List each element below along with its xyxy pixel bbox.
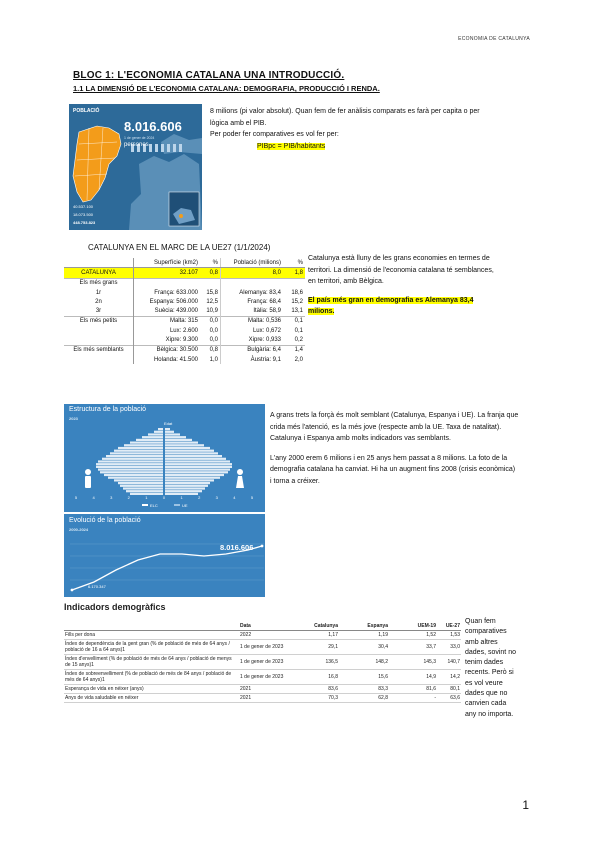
- eu-population-pct-cell: 2,0: [294, 356, 303, 363]
- pyramid-male-bar: [96, 463, 163, 465]
- male-icon: [85, 469, 91, 488]
- indicator-value: 1 de gener de 2023: [239, 670, 289, 685]
- indicator-value: 1,52: [389, 631, 437, 640]
- eu-table-row: [64, 326, 305, 335]
- eu-surface-cell: Xipre: 9.300: [165, 337, 198, 344]
- indicators-header-cell: Espanya: [339, 622, 389, 631]
- indicators-header-cell: UEM-19: [389, 622, 437, 631]
- pyramid-female-bar: [165, 490, 202, 492]
- pyramid-female-bar: [165, 444, 204, 446]
- pyramid-legend-swatch: [174, 504, 180, 506]
- evolution-end-value: 8.016.606: [220, 543, 254, 552]
- indicator-value: 148,2: [339, 655, 389, 670]
- pyramid-female-bar: [165, 482, 210, 484]
- pyramid-tick-label: 2: [198, 495, 201, 500]
- population-pyramid-chart: [64, 404, 265, 512]
- eu-population-pct-cell: 0,1: [283, 316, 305, 326]
- indicator-value: 1,19: [339, 631, 389, 640]
- indicators-row: [64, 655, 461, 670]
- pyramid-text-line: crida més l'atenció, es la més jove (respecte amb la UE. Taxa de natalitat).: [270, 423, 502, 431]
- pyramid-female-bar: [165, 469, 230, 471]
- note-line: comparatives: [465, 628, 507, 636]
- pyramid-tick-label: 5: [74, 495, 78, 500]
- note-line: dades que no: [465, 690, 508, 698]
- indicators-header-cell: [64, 622, 239, 631]
- pyramid-male-bar: [110, 452, 163, 454]
- pyramid-tick-label: 3: [215, 495, 218, 500]
- intro-line-3: Per poder fer comparatives es vol fer per:: [210, 131, 339, 138]
- eu-row-label: Els més semblants: [64, 345, 134, 355]
- eu-table-row: [64, 297, 305, 306]
- indicator-value: 1,17: [289, 631, 339, 640]
- intro-line-1: 8 milions (pi valor absolut). Quan fem de fer anàlisis comparats es farà per capita o per: [210, 108, 480, 115]
- eu-surface-pct-cell: 12,5: [200, 297, 221, 306]
- pyramid-male-bar: [126, 490, 163, 492]
- indicators-header-row: [64, 622, 461, 631]
- eu-table-header-row: [64, 258, 305, 268]
- eu-population-pct-cell: [283, 278, 305, 288]
- pyramid-female-bar: [165, 477, 220, 479]
- indicator-value: 1 de gener de 2023: [239, 640, 289, 655]
- pyramid-female-bar: [165, 471, 228, 473]
- eu-text-line: en territori, amb Bèlgica.: [308, 278, 384, 285]
- pyramid-bars: [96, 428, 232, 495]
- eu-table-row: [64, 316, 305, 326]
- eu-surface-cell: Espanya: 506.000: [149, 298, 198, 305]
- pyramid-text-line: demografia catalana ha canviat. Hi ha un augment fins 2008 (crisis econòmica): [270, 466, 516, 473]
- eu-population-pct-cell: 15,2: [291, 298, 303, 305]
- eu-surface-cell: 32.107: [134, 268, 201, 278]
- population-map-infographic: [69, 104, 202, 230]
- eu-population-pct-cell: 18,6: [291, 289, 303, 296]
- eu-row-label: 2n: [64, 297, 134, 306]
- indicator-value: 140,7: [437, 655, 461, 670]
- pyramid-tick-label: 5: [250, 495, 254, 500]
- eu-header-cell: %: [200, 258, 221, 268]
- pyramid-female-bar: [165, 458, 226, 460]
- pyramid-male-bar: [158, 428, 163, 430]
- eu-surface-pct-cell: [200, 278, 221, 288]
- pyramid-axis: [75, 495, 254, 508]
- pyramid-male-bar: [104, 474, 163, 476]
- indicator-value: 145,3: [389, 655, 437, 670]
- indicators-header-cell: Data: [239, 622, 289, 631]
- eu-surface-cell: Bèlgica: 30.500: [134, 345, 201, 355]
- indicator-name: Índex de dependència de la gent gran (% de població de més de 64 anys / població de 16 a 64 anys)1: [64, 640, 239, 655]
- eu-table-row: [64, 278, 305, 288]
- indicator-value: 1 de gener de 2023: [239, 655, 289, 670]
- eu-header-cell: [64, 258, 134, 268]
- pyramid-legend-label: UE: [182, 503, 188, 508]
- indicator-value: 33,7: [389, 640, 437, 655]
- evolution-end-point: [261, 545, 264, 548]
- note-line: any no importa.: [465, 710, 514, 718]
- pyramid-legend-label: ELC: [150, 503, 158, 508]
- pyramid-tick-label: 4: [233, 495, 236, 500]
- pyramid-female-bar: [165, 436, 186, 438]
- note-line: Quan fem: [465, 618, 496, 625]
- map-caption: 1 de gener de 2024: [124, 136, 155, 140]
- eu-bold-line: El país més gran en demografia es Alemanya 83,4: [308, 296, 474, 304]
- eu-header-cell: %: [283, 258, 305, 268]
- eu-population-pct-cell: 0,2: [294, 337, 303, 344]
- page-number: 1: [522, 798, 529, 812]
- eu-text-line: Catalunya està lluny de les grans economies en termes de: [308, 255, 490, 262]
- map-tag: POBLACIÓ: [73, 108, 100, 114]
- pyramid-tick-label: 2: [127, 495, 130, 500]
- eu-surface-cell: [134, 278, 201, 288]
- indicator-value: 1,53: [437, 631, 461, 640]
- eu-text-line: territori. La dimensió de l'economia catalana té semblances,: [308, 266, 494, 274]
- pyramid-male-bar: [114, 450, 163, 452]
- note-line: es vol veure: [465, 679, 503, 687]
- locator-catalonia-dot: [179, 214, 183, 218]
- catalonia-shape: [73, 126, 121, 202]
- pyramid-female-bar: [165, 428, 170, 430]
- pyramid-text-line: A grans trets la forçà és molt semblant (Catalunya, Espanya i UE). La franja que: [270, 412, 519, 419]
- indicators-title: Indicadors demogràfics: [64, 602, 166, 612]
- running-header: ECONOMIA DE CATALUNYA: [458, 36, 530, 42]
- eu-row-label: [64, 335, 134, 345]
- pyramid-tick-label: 3: [110, 495, 113, 500]
- indicators-note: [465, 617, 543, 720]
- pyramid-female-bar: [165, 460, 230, 462]
- population-evolution-chart: [64, 514, 265, 597]
- eu-table-row: [64, 355, 305, 364]
- evolution-title: Evolució de la població: [69, 517, 141, 524]
- indicator-name: Índex d'envelliment (% de població de més de 64 anys / població de menys de 15 anys)1: [64, 655, 239, 670]
- pyramid-female-bar: [165, 431, 174, 433]
- eu-surface-pct-cell: 0,0: [200, 326, 221, 335]
- pyramid-male-bar: [124, 444, 163, 446]
- eu-population-cell: Alemanya: 83,4: [239, 289, 281, 296]
- eu-row-label: CATALUNYA: [64, 268, 134, 278]
- pyramid-title: Estructura de la població: [69, 406, 147, 413]
- pyramid-male-bar: [120, 485, 163, 487]
- indicator-name: Fills per dona: [64, 631, 239, 640]
- eu-surface-pct-cell: 15,8: [200, 288, 221, 297]
- eu-bold-line: milions.: [308, 308, 335, 315]
- indicator-name: Esperança de vida en néixer (anys): [64, 685, 239, 694]
- pyramid-text-line: i torna a créixer.: [270, 477, 320, 485]
- indicator-value: 33,0: [437, 640, 461, 655]
- note-line: tenim dades: [465, 659, 504, 667]
- pyramid-tick-label: 1: [145, 495, 148, 500]
- eu-row-label: [64, 355, 134, 364]
- pyramid-text-line: L'any 2000 erem 6 milions i en 25 anys hem passat a 8 milions. La foto de la: [270, 454, 508, 462]
- eu-table-title: CATALUNYA EN EL MARC DE LA UE27 (1/1/2024): [88, 243, 271, 252]
- pyramid-age-label: Edat: [164, 421, 173, 426]
- note-line: canvien cada: [465, 700, 507, 708]
- pyramid-male-bar: [123, 487, 163, 489]
- pyramid-male-bar: [102, 458, 163, 460]
- indicator-value: -: [389, 694, 437, 703]
- indicator-name: Anys de vida saludable en néixer: [64, 694, 239, 703]
- map-stat-3: 448.753.823: [73, 220, 96, 225]
- indicators-table: [64, 622, 461, 703]
- pyramid-female-bar: [165, 479, 214, 481]
- indicator-value: 30,4: [339, 640, 389, 655]
- indicators-row: [64, 694, 461, 703]
- pyramid-legend-swatch: [142, 504, 148, 506]
- pyramid-female-bar: [165, 433, 180, 435]
- pyramid-tick-label: 1: [180, 495, 183, 500]
- eu-table-row: [64, 288, 305, 297]
- pyramid-female-bar: [165, 455, 222, 457]
- pyramid-male-bar: [118, 447, 163, 449]
- eu-surface-pct-cell: 0,0: [200, 316, 221, 326]
- pyramid-male-bar: [148, 433, 163, 435]
- indicator-value: 29,1: [289, 640, 339, 655]
- eu-table-row: [64, 306, 305, 316]
- eu-population-cell: Àustria: 9,1: [250, 356, 281, 363]
- eu-comparison-table: [64, 258, 305, 364]
- pyramid-male-bar: [98, 469, 163, 471]
- pyramid-female-bar: [165, 450, 214, 452]
- eu-header-cell: Superfície (km2): [134, 258, 201, 268]
- eu-population-cell: Malta: 0,536: [221, 316, 284, 326]
- indicators-row: [64, 631, 461, 640]
- pyramid-female-bar: [165, 442, 198, 444]
- indicator-value: 80,1: [437, 685, 461, 694]
- eu-population-pct-cell: 1,4: [283, 345, 305, 355]
- eu-table-row: [64, 268, 305, 278]
- indicator-value: 81,6: [389, 685, 437, 694]
- pyramid-male-bar: [154, 431, 163, 433]
- pyramid-male-bar: [96, 466, 163, 468]
- eu-population-cell: Xipre: 0,933: [248, 337, 281, 344]
- eu-population-cell: Lux: 0,672: [252, 327, 281, 334]
- pyramid-female-bar: [165, 474, 224, 476]
- indicator-value: 14,9: [389, 670, 437, 685]
- indicator-value: 2022: [239, 631, 289, 640]
- eu-surface-pct-cell: 1,0: [200, 355, 221, 364]
- indicator-value: 83,3: [339, 685, 389, 694]
- eu-row-label: Els més grans: [64, 278, 134, 288]
- pyramid-male-bar: [106, 455, 163, 457]
- eu-row-label: Els més petits: [64, 316, 134, 326]
- eu-population-cell: 8,0: [221, 268, 284, 278]
- pyramid-male-bar: [98, 460, 163, 462]
- evolution-start-value: 6.170.347: [88, 584, 106, 589]
- pyramid-female-bar: [165, 452, 218, 454]
- indicator-value: 14,2: [437, 670, 461, 685]
- eu-table-row: [64, 335, 305, 345]
- eu-population-cell: França: 68,4: [247, 298, 281, 305]
- female-icon: [236, 469, 244, 488]
- indicators-header-cell: UE-27: [437, 622, 461, 631]
- eu-population-pct-cell: 0,1: [294, 327, 303, 334]
- eu-row-label: [64, 326, 134, 335]
- subsection-heading: 1.1 LA DIMENSIÓ DE L'ECONOMIA CATALANA: DEMOGRAFIA, PRODUCCIÓ I RENDA.: [73, 84, 380, 93]
- indicator-value: 15,6: [339, 670, 389, 685]
- eu-surface-cell: Malta: 315: [134, 316, 201, 326]
- eu-surface-pct-cell: 0,0: [200, 335, 221, 345]
- pyramid-female-bar: [165, 485, 208, 487]
- eu-surface-pct-cell: 10,9: [200, 306, 221, 316]
- evolution-start-point: [71, 589, 74, 592]
- map-stat-2: 18.073.500: [73, 212, 94, 217]
- pyramid-graphic: [64, 404, 265, 512]
- eu-surface-cell: Holanda: 41.500: [153, 356, 198, 363]
- indicators-header-cell: Catalunya: [289, 622, 339, 631]
- pib-formula: PIBpc = PIB/habitants: [257, 142, 326, 150]
- pyramid-tick-label: 4: [92, 495, 95, 500]
- map-stat-1: 40.537.100: [73, 204, 94, 209]
- eu-population-cell: Itàlia: 58,9: [253, 308, 281, 315]
- eu-surface-pct-cell: 0,8: [200, 345, 221, 355]
- evolution-years: 2000-2024: [69, 527, 89, 532]
- pyramid-female-bar: [165, 487, 205, 489]
- pyramid-male-bar: [114, 479, 163, 481]
- eu-row-label: 3r: [64, 306, 134, 316]
- pyramid-male-bar: [136, 439, 163, 441]
- eu-population-pct-cell: 13,1: [291, 308, 303, 315]
- indicator-value: 2021: [239, 694, 289, 703]
- eu-row-label: 1r: [64, 288, 134, 297]
- indicators-row: [64, 640, 461, 655]
- map-total: 8.016.606 persones: [124, 119, 182, 148]
- indicator-value: 70,3: [289, 694, 339, 703]
- intro-paragraph: [210, 106, 540, 152]
- eu-header-cell: Població (milions): [221, 258, 284, 268]
- pyramid-tick-label: 0: [162, 495, 166, 500]
- indicator-value: 136,5: [289, 655, 339, 670]
- pyramid-female-bar: [165, 447, 210, 449]
- eu-surface-cell: Suècia: 439.000: [154, 308, 198, 315]
- pyramid-male-bar: [108, 477, 163, 479]
- section-heading: BLOC 1: L'ECONOMIA CATALANA UNA INTRODUCCIÓ.: [73, 70, 345, 81]
- indicator-value: 2021: [239, 685, 289, 694]
- indicators-row: [64, 670, 461, 685]
- eu-surface-cell: França: 633.000: [154, 289, 198, 296]
- intro-line-2: lògica amb el PIB.: [210, 119, 267, 127]
- pyramid-male-bar: [100, 471, 163, 473]
- pyramid-female-bar: [165, 466, 232, 468]
- indicator-name: Índex de sobreenvelliment (% de població de més de 84 anys / població de més de 64 anys)1: [64, 670, 239, 685]
- eu-table-row: [64, 345, 305, 355]
- note-line: recents. Però si: [465, 669, 514, 677]
- pyramid-male-bar: [130, 442, 163, 444]
- eu-population-cell: [221, 278, 284, 288]
- pyramid-male-bar: [118, 482, 163, 484]
- note-line: amb altres: [465, 638, 498, 646]
- pyramid-female-bar: [165, 463, 232, 465]
- indicator-value: 83,6: [289, 685, 339, 694]
- indicator-value: 63,6: [437, 694, 461, 703]
- indicators-row: [64, 685, 461, 694]
- pyramid-female-bar: [165, 439, 192, 441]
- pyramid-commentary: [270, 410, 542, 487]
- eu-surface-pct-cell: 0,8: [200, 268, 221, 278]
- note-line: dades, sovint no: [465, 648, 516, 656]
- eu-population-cell: Bulgària: 6,4: [221, 345, 284, 355]
- pyramid-year: 2023: [69, 416, 78, 421]
- eu-commentary: [308, 253, 540, 318]
- pyramid-male-bar: [142, 436, 163, 438]
- eu-population-pct-cell: 1,8: [283, 268, 305, 278]
- pyramid-text-line: Catalunya i Espanya amb molts indicadors vas semblants.: [270, 435, 451, 442]
- eu-surface-cell: Lux: 2.600: [169, 327, 198, 334]
- indicator-value: 62,8: [339, 694, 389, 703]
- indicator-value: 16,8: [289, 670, 339, 685]
